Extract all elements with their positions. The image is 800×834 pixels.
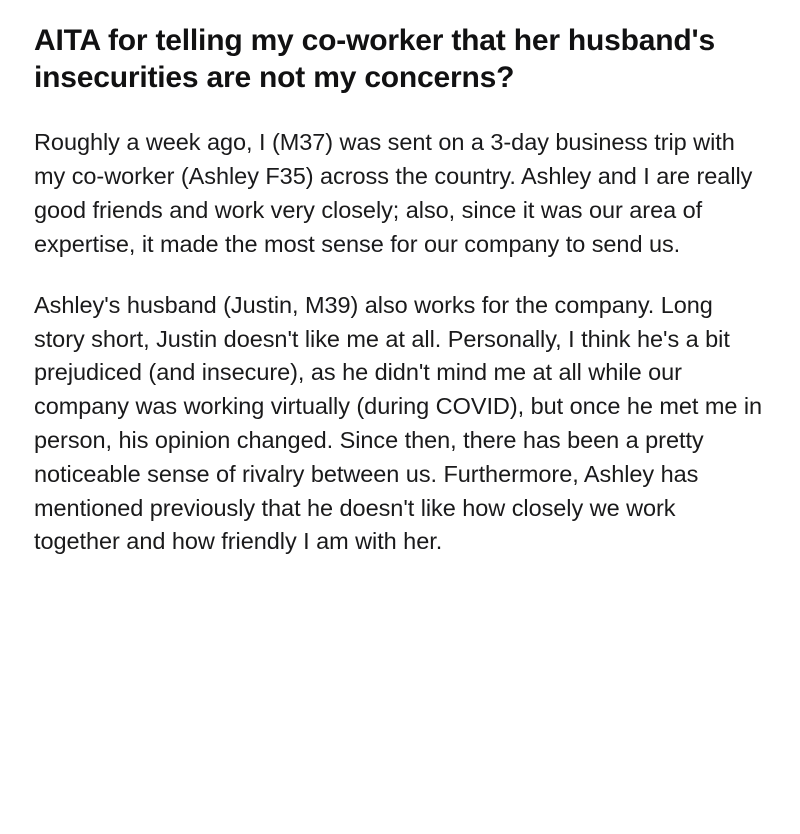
post-title: AITA for telling my co-worker that her husband's insecurities are not my concerns? [34,24,715,95]
post-paragraph-1: Roughly a week ago, I (M37) was sent on a 3-day business trip with my co-worker (Ashley F35) across the country. Ashley and I are really good friends and work very closely; also, since it was our area of expertise, it made the most sense for our company to send us. [34,129,753,257]
post-body [34,126,766,559]
post-paragraph-2: Ashley's husband (Justin, M39) also works for the company. Long story short, Justin doesn't like me at all. Personally, I think he's a bit prejudiced (and insecure), as he didn't mind me at all while our company was working virtually (during COVID), but once he met me in person, his opinion changed. Since then, there has been a pretty noticeable sense of rivalry between us. Furthermore, Ashley has mentioned previously that he doesn't like how closely we work together and how friendly I am with her. [34,291,763,555]
